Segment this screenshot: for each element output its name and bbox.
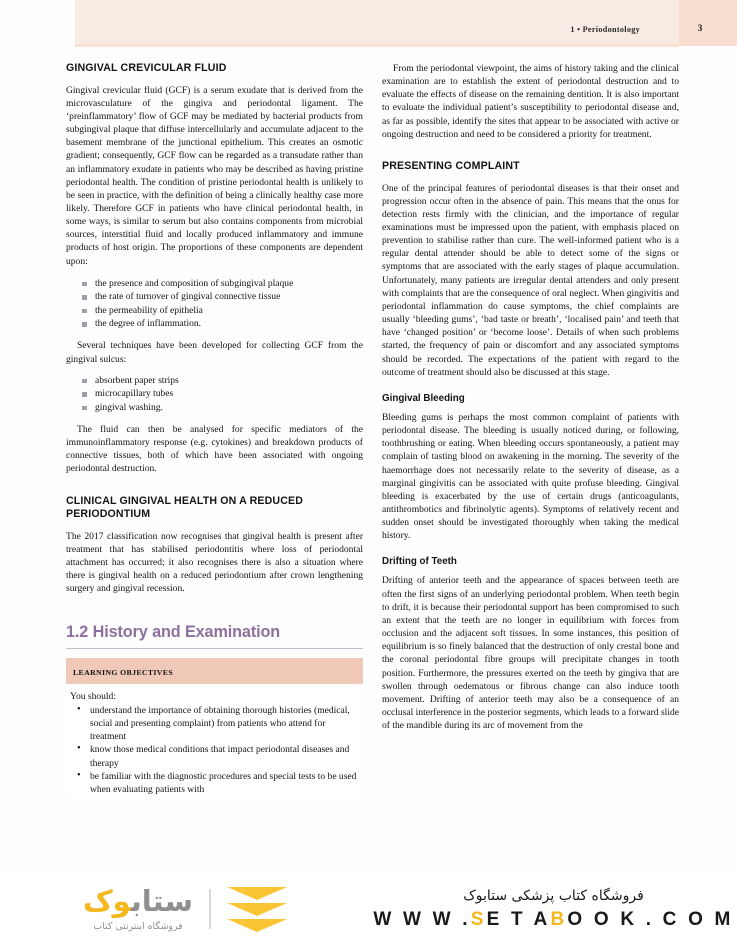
list-item: • understand the importance of obtaining thorough histories (medical, social and presenting complaint) from patients who attend for treatment — [77, 704, 359, 744]
running-header-chapter-label: 1 • Periodontology — [570, 25, 640, 34]
setabook-persian-wordmark — [82, 883, 194, 918]
heading-clinical-gingival-health: CLINICAL GINGIVAL HEALTH ON A REDUCED PERIODONTIUM — [66, 494, 304, 521]
wordmark-grey-part: ستاب — [130, 883, 194, 918]
list-collection-methods — [66, 374, 363, 414]
paragraph-fluid-analysis: The fluid can then be analysed for specific mediators of the immunoinflammatory response (e.g. cytokines) and breakdown products of connective tissues, both of which have been associated with ongoing periodontal destruction. — [66, 423, 363, 475]
list-item: the presence and composition of subgingival plaque — [82, 277, 363, 290]
chevron-down-icon — [227, 919, 287, 932]
url-segment: E T A — [486, 908, 551, 930]
chevron-down-icon — [227, 887, 287, 900]
learning-objectives-intro: You should: — [70, 690, 116, 702]
page-number-block — [679, 0, 737, 46]
url-segment: O O K . C O M — [567, 908, 734, 930]
list-item: gingival washing. — [82, 401, 363, 414]
left-text-column — [66, 62, 363, 796]
paragraph-drifting-of-teeth: Drifting of anterior teeth and the appearance of spaces between teeth are often the first signs of an underlying periodontal problem. When teeth begin to drift, it is because their periodontal support has been compromised to such an extent that the teeth are no longer in equilibrium with forces from occlusion and the adjacent soft tissues. In some instances, this position of equilibrium is so finely balanced that the destruction of only crestal bone and the coronal periodontal fibre groups will precipitate changes in tooth position. Furthermore, the pressures exerted on the teeth by gingiva that are swollen through oedematous or fibrous change can also induce tooth movement. Drifting of anterior teeth may also be a consequence of an occlusal interference in the posterior segments, which leads to a forward slide of the mandible during its arc of movement from the — [382, 575, 679, 732]
list-item: • be familiar with the diagnostic procedures and special tests to be used when evaluating patients with — [77, 770, 359, 796]
learning-objectives-label: LEARNING OBJECTIVES — [73, 667, 174, 677]
paragraph-collection-techniques: Several techniques have been developed for collecting GCF from the gingival sulcus: — [66, 340, 363, 365]
paragraph-gcf-intro: Gingival crevicular fluid (GCF) is a serum exudate that is derived from the microvasculature of the gingiva and periodontal ligament. The ‘preinflammatory’ flow of GCF may be mediated by bacterial products from subgingival plaque that diffuse intercellularly and accumulate adjacent to the basement membrane of the junctional epithelium. This creates an osmotic gradient; consequently, GCF flow can be regarded as a transudate rather than an inflammatory exudate in patients who may be described as having pristine periodontal health. The condition of pristine periodontal health is unlikely to be seen in practice, with the definition of being a clinically healthy case more likely. Therefore GCF in patients who have clinical periodontal health, in some ways, is similar to serum but also contains components from microbial sources, interstitial fluid and locally produced inflammatory and immune products of host origin. The proportions of these components are dependent upon: — [66, 84, 363, 267]
paragraph-principal-features: One of the principal features of periodontal diseases is that their onset and progression occur often in the absence of pain. This means that the onus for detection rests firmly with the clinician, and the importance of regular examinations must be impressed upon the patient, with emphasis placed on prevention to stabilise rather than cure. The well-informed patient who is a regular dental attender should be able to detect some of the signs or symptoms that are associated with the early stages of plaque accumulation. Unfortunately, many patients are irregular dental attenders and only present with complaints that are the consequence of oral neglect. When gingivitis and periodontal inflammation do cause symptoms, the chief complaints are usually ‘bleeding gums’, ‘bad taste or breath’, ‘localised pain’ and teeth that have ‘changed position’ or ‘become loose’. Details of when such problems started, the frequency of pain or discomfort and any associated symptoms should be recorded. The expectations of the patient with regard to the outcome of treatment should also be discussed at this stage. — [382, 182, 679, 378]
running-header-underline — [75, 44, 679, 47]
banner-tagline: فروشگاه کتاب پزشکی ستابوک — [463, 887, 644, 904]
list-item: • know those medical conditions that impact periodontal diseases and therapy — [77, 743, 359, 769]
paragraph-2017-classification: The 2017 classification now recognises that gingival health is present after treatment that has stabilised periodontitis where loss of periodontal attachment has occurred; it also recognises there is also a situation where there is gingival health on a reduced periodontium after crown lengthening surgery and gingival recession. — [66, 530, 363, 595]
page-number: 3 — [697, 24, 703, 34]
watermark-banner — [0, 875, 737, 943]
list-gcf-proportions — [66, 277, 363, 331]
banner-text-group — [370, 875, 737, 943]
right-text-column — [382, 62, 679, 732]
heading-history-and-examination: 1.2 History and Examination — [66, 622, 281, 641]
heading-presenting-complaint: PRESENTING COMPLAINT — [382, 159, 520, 172]
list-item: the permeability of epithelia — [82, 304, 363, 317]
list-item: the rate of turnover of gingival connective tissue — [82, 290, 363, 303]
wordmark-gold-part: وک — [82, 883, 131, 918]
paragraph-gingival-bleeding: Bleeding gums is perhaps the most common complaint of patients with periodontal disease. The bleeding is usually noticed during, or following, toothbrushing or eating. When bleeding occurs spontaneously, a patient may complain of tasting blood on awakening in the morning. The severity of the haemorrhage does not necessarily relate to the severity of disease, as a marginal gingivitis can be associated with quite profuse bleeding. Gingival bleeding is exacerbated by the use of certain drugs (anticoagulants, antithrombotics and fibrinolytic agents). Symptoms of relatively recent and sudden onset should be investigated thoroughly when taking the medical history. — [382, 411, 679, 542]
chevron-logo-icon — [227, 887, 287, 932]
heading-gingival-bleeding: Gingival Bleeding — [382, 392, 465, 404]
url-segment: W W W . — [373, 908, 471, 930]
url-segment: B — [550, 908, 568, 930]
heading-gingival-crevicular-fluid: GINGIVAL CREVICULAR FLUID — [66, 62, 227, 74]
learning-objectives-box — [66, 658, 363, 797]
learning-objectives-header — [66, 658, 363, 684]
chevron-down-icon — [227, 903, 287, 916]
setabook-wordmark — [82, 883, 194, 932]
list-item: absorbent paper strips — [82, 374, 363, 387]
heading-drifting-of-teeth: Drifting of Teeth — [382, 556, 457, 568]
learning-objectives-list — [70, 704, 359, 796]
banner-website-url[interactable] — [373, 909, 733, 931]
logo-divider — [209, 889, 211, 929]
banner-logo-group — [0, 875, 370, 943]
section-divider-rule — [66, 648, 363, 649]
list-item: microcapillary tubes — [82, 387, 363, 400]
setabook-persian-subtitle: فروشگاه اینترنتی کتاب — [93, 920, 183, 932]
list-item: the degree of inflammation. — [82, 317, 363, 330]
running-header-band — [75, 0, 679, 46]
url-segment: S — [470, 908, 487, 930]
paragraph-aims-of-history-taking: From the periodontal viewpoint, the aims of history taking and the clinical examination are to establish the extent of periodontal destruction and to evaluate the effects of disease on the remaining dentition. It is also important to evaluate the individual patient’s susceptibility to periodontal disease and, as far as possible, identify the sites that appear to be associated with active or ongoing destruction and need to be considered a priority for treatment. — [382, 63, 679, 140]
learning-objectives-body — [66, 684, 363, 797]
